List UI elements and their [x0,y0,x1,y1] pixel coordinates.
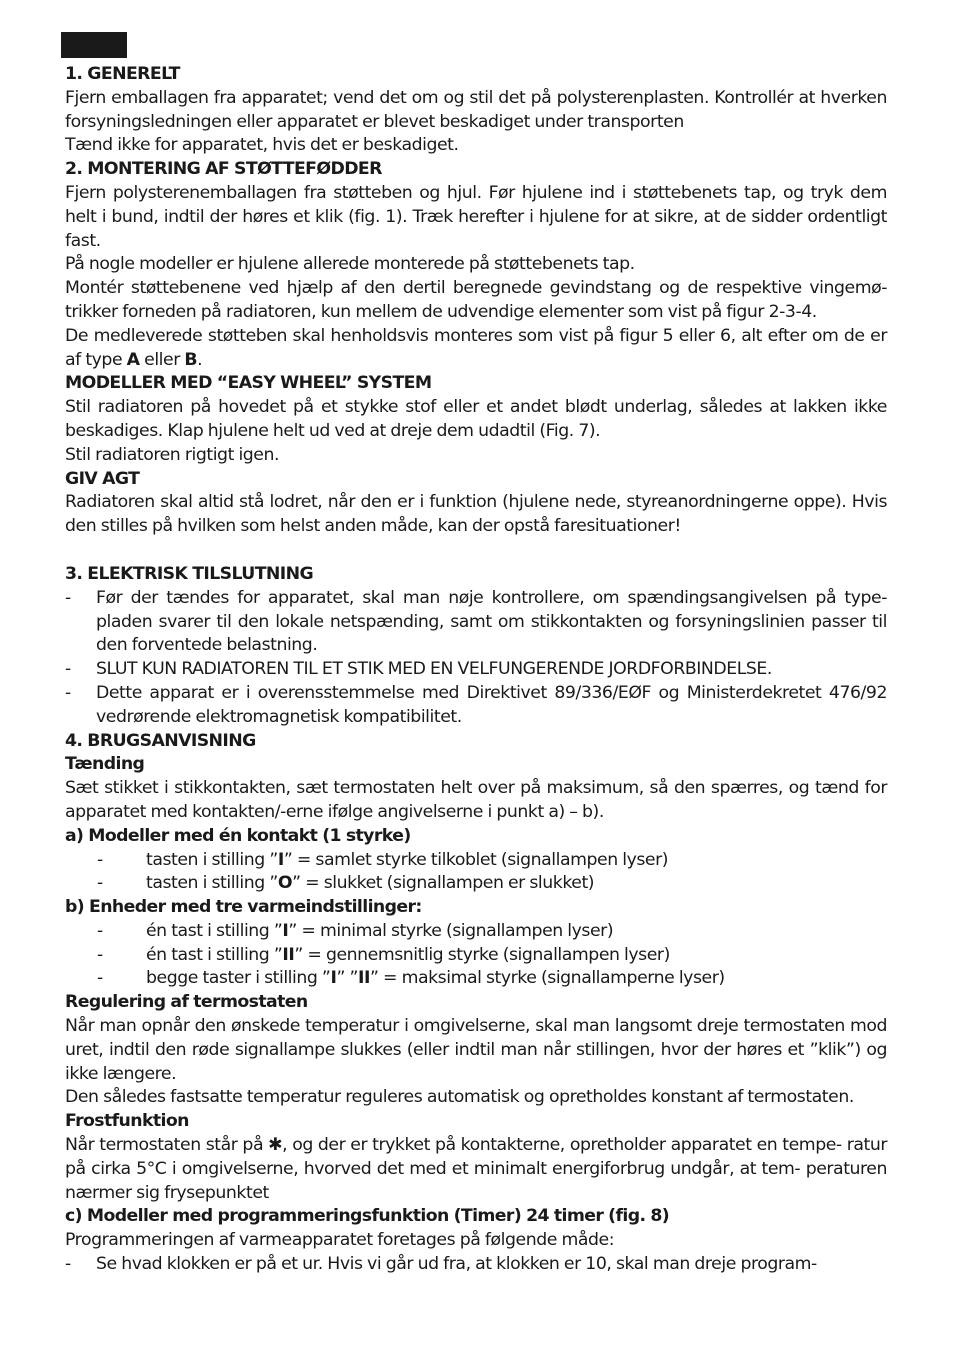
heading-warning: GIV AGT [65,468,140,489]
paragraph: Stil radiatoren rigtigt igen. [65,444,280,465]
text: De medleverede støtteben skal henholdsvis monteres som vist på figur 5 eller 6, alt efter om de er af type [65,325,887,370]
list-item [65,920,887,944]
subheading-ignition: Tænding [65,754,145,775]
subheading-one-switch: a) Modeller med én kontakt (1 styrke) [65,825,411,846]
paragraph: Fjern emballagen fra apparatet; vend det om og stil det på polysterenplasten. Kontrollér at hverken forsyningsledningen eller apparatet er blevet beskadiget under transporten [65,87,887,132]
subheading-timer: c) Modeller med programmeringsfunktion (Timer) 24 timer (fig. 8) [65,1206,670,1227]
switch-symbol: I [277,849,284,870]
type-b-label: B [184,349,198,370]
subheading-frost: Frostfunktion [65,1111,189,1132]
text: tasten i stilling ” [146,873,278,894]
subheading-three-settings: b) Enheder med tre varmeindstillinger: [65,897,422,918]
switch-symbol: II [282,944,295,965]
paragraph-type [65,325,887,373]
subheading-thermostat: Regulering af termostaten [65,992,308,1013]
text: Når termostaten står på [65,1135,269,1156]
paragraph: Den således fastsatte temperatur reguleres automatisk og opretholdes konstant af termostaten. [65,1087,854,1108]
list-item: - Før der tændes for apparatet, skal man nøje kontrollere, om spændingsangivelsen på type- pladen svarer til den lokale netspænding, samt om stikkontakten og forsyningslinien passer til den forventede belastning. [65,587,887,658]
paragraph: Fjern polysterenemballagen fra støtteben og hjul. Før hjulene ind i støttebenets tap, og tryk dem helt i bund, indtil der høres et klik (fig. 1). Træk herefter i hjulene for at sikre, at de sidder ordentligt fast. [65,182,887,251]
switch-symbol: II [358,968,370,989]
text: ” = minimal styrke (signallampen lyser) [288,920,614,941]
text: ” = maksimal styrke (signallamperne lyser) [369,968,725,989]
paragraph: Tænd ikke for apparatet, hvis det er beskadiget. [65,135,459,156]
switch-symbol: O [277,873,293,894]
paragraph: Radiatoren skal altid stå lodret, når den er i funktion (hjulene nede, styreanordningerne oppe). Hvis den stilles på hvilken som helst anden måde, kan der opstå faresituationer! [65,492,887,537]
text: . [197,349,203,370]
heading-electrical: 3. ELEKTRISK TILSLUTNING [65,563,314,584]
text: , og der er trykket på kontakterne, opretholder apparatet en tempe- ratur på cirka 5°C i omgivelserne, hvorved det med et minimalt energiforbrug undgår, at tem- peraturen nærmer sig frysepunktet [65,1135,887,1203]
list-item: - Dette apparat er i overensstemmelse med Direktivet 89/336/EØF og Ministerdekretet 476/92 vedrørende elektromagnetisk kompatibilitet. [65,682,887,730]
paragraph: Montér støttebenene ved hjælp af den dertil beregnede gevindstang og de respektive vingemø- trikker forneden på radiatoren, kun mellem de udvendige elementer som vist på figur 2-3-4. [65,278,887,322]
list-item [65,872,887,896]
paragraph: Når man opnår den ønskede temperatur i omgivelserne, skal man langsomt dreje termostaten mod uret, indtil den røde signallampe slukkes (eller indtil man når stillingen, hvor der høres et ”klik”) og ikke længere. [65,1016,887,1084]
paragraph: Programmeringen af varmeapparatet foretages på følgende måde: [65,1230,615,1251]
text: én tast i stilling ” [146,920,283,941]
language-tab-marker [61,32,127,58]
page-content [65,63,887,1277]
heading-instructions: 4. BRUGSANVISNING [65,730,256,751]
paragraph-frost [65,1134,887,1205]
text: tasten i stilling ” [146,849,278,870]
paragraph: På nogle modeller er hjulene allerede monterede på støttebenets tap. [65,254,635,275]
list-item [65,967,887,991]
text: én tast i stilling ” [146,944,283,965]
text: ” ” [336,968,358,989]
snowflake-icon: ✱ [268,1135,283,1156]
heading-mounting: 2. MONTERING AF STØTTEFØDDER [65,159,382,180]
text: ” = slukket (signallampen er slukket) [292,873,595,894]
text: ” = gennemsnitlig styrke (signallampen lyser) [294,944,670,965]
text: begge taster i stilling ” [146,968,331,989]
paragraph: Stil radiatoren på hovedet på et stykke stof eller et andet blødt underlag, således at lakken ikke beskadiges. Klap hjulene helt ud ved at dreje dem udadtil (Fig. 7). [65,397,887,441]
heading-easy-wheel: MODELLER MED “EASY WHEEL” SYSTEM [65,373,432,394]
type-a-label: A [126,349,140,370]
switch-symbol: I [330,968,337,989]
switch-symbol: I [282,920,289,941]
list-item [65,944,887,968]
list-item: - SLUT KUN RADIATOREN TIL ET STIK MED EN VELFUNGERENDE JORDFORBINDELSE. [65,658,887,682]
text: ” = samlet styrke tilkoblet (signallampen lyser) [283,849,669,870]
list-item [65,849,887,873]
list-item: - Se hvad klokken er på et ur. Hvis vi går ud fra, at klokken er 10, skal man dreje program- [65,1253,887,1277]
heading-general: 1. GENERELT [65,64,180,84]
text: eller [139,349,185,370]
spacer [65,539,887,563]
paragraph: Sæt stikket i stikkontakten, sæt termostaten helt over på maksimum, så den spærres, og tænd for apparatet med kontakten/-erne ifølge angivelserne i punkt a) – b). [65,778,887,822]
